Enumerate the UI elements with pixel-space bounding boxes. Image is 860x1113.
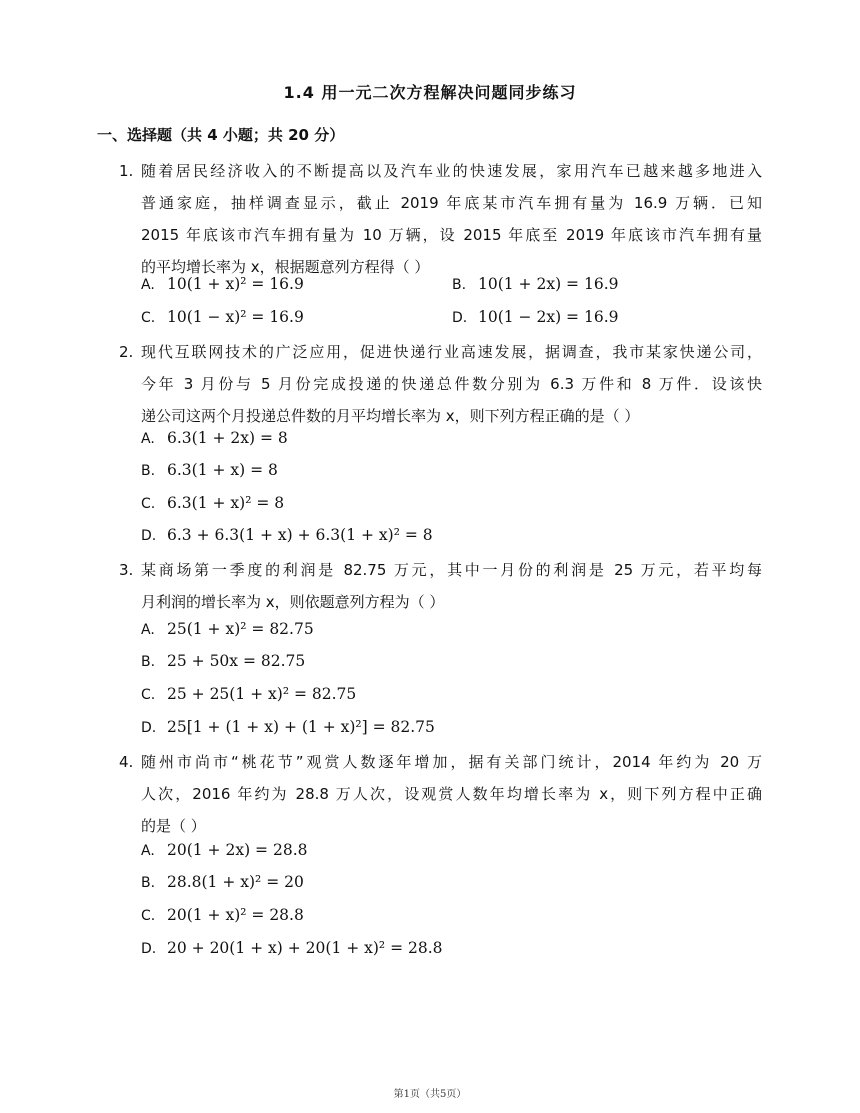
option-4a[interactable] bbox=[141, 835, 307, 865]
page-footer: 第1页（共5页） bbox=[393, 1089, 467, 1100]
option-label: B. bbox=[452, 277, 467, 293]
question-text-line: 递公司这两个月投递总件数的月平均增长率为 x，则下列方程正确的是（ ） bbox=[141, 407, 640, 425]
option-text: 10(1 + x)² = 16.9 bbox=[167, 275, 304, 293]
option-label: D. bbox=[141, 528, 157, 544]
option-3a[interactable] bbox=[141, 614, 314, 644]
question-4 bbox=[97, 746, 762, 842]
option-text: 25[1 + (1 + x) + (1 + x)²] = 82.75 bbox=[167, 718, 435, 736]
option-text: 28.8(1 + x)² = 20 bbox=[167, 873, 304, 891]
question-number: 2. bbox=[119, 343, 134, 361]
option-2a[interactable] bbox=[141, 423, 288, 453]
option-label: D. bbox=[452, 310, 468, 326]
option-text: 6.3(1 + x) = 8 bbox=[167, 461, 278, 479]
option-label: C. bbox=[141, 310, 156, 326]
question-text-line: 今年 3 月份与 5 月份完成投递的快递总件数分别为 6.3 万件和 8 万件．设该快 bbox=[141, 375, 762, 393]
option-label: D. bbox=[141, 720, 157, 736]
option-4b[interactable] bbox=[141, 867, 304, 897]
question-text-line: 普通家庭，抽样调查显示，截止 2019 年底某市汽车拥有量为 16.9 万辆．已知 bbox=[141, 194, 762, 212]
option-text: 25 + 50x = 82.75 bbox=[167, 652, 306, 670]
option-1c[interactable] bbox=[141, 302, 304, 332]
option-text: 25 + 25(1 + x)² = 82.75 bbox=[167, 685, 357, 703]
option-label: B. bbox=[141, 654, 156, 670]
question-text-line: 的是（ ） bbox=[141, 817, 206, 835]
question-text-line: 2015 年底该市汽车拥有量为 10 万辆，设 2015 年底至 2019 年底该市汽车拥有量 bbox=[141, 226, 762, 244]
question-2 bbox=[97, 336, 762, 432]
question-text-line: 月利润的增长率为 x，则依题意列方程为（ ） bbox=[141, 593, 445, 611]
option-text: 10(1 − x)² = 16.9 bbox=[167, 308, 304, 326]
option-label: A. bbox=[141, 622, 155, 638]
option-label: C. bbox=[141, 687, 156, 703]
option-1d[interactable] bbox=[452, 302, 618, 332]
option-label: A. bbox=[141, 843, 155, 859]
question-text-line: 现代互联网技术的广泛应用，促进快递行业高速发展，据调查，我市某家快递公司， bbox=[141, 343, 762, 361]
section-heading: 一、选择题（共 4 小题；共 20 分） bbox=[97, 126, 345, 144]
option-text: 10(1 − 2x) = 16.9 bbox=[478, 308, 619, 326]
option-text: 25(1 + x)² = 82.75 bbox=[167, 620, 314, 638]
option-text: 6.3 + 6.3(1 + x) + 6.3(1 + x)² = 8 bbox=[167, 526, 433, 544]
option-label: D. bbox=[141, 941, 157, 957]
question-number: 3. bbox=[119, 561, 134, 579]
option-text: 20 + 20(1 + x) + 20(1 + x)² = 28.8 bbox=[167, 939, 443, 957]
option-label: A. bbox=[141, 431, 155, 447]
option-1b[interactable] bbox=[452, 269, 618, 299]
question-number: 4. bbox=[119, 753, 134, 771]
option-label: B. bbox=[141, 463, 156, 479]
option-label: A. bbox=[141, 277, 155, 293]
option-2b[interactable] bbox=[141, 455, 278, 485]
question-text-line: 的平均增长率为 x，根据题意列方程得（ ） bbox=[141, 258, 430, 276]
option-label: C. bbox=[141, 908, 156, 924]
question-text-line: 随着居民经济收入的不断提高以及汽车业的快速发展，家用汽车已越来越多地进入 bbox=[141, 162, 762, 180]
option-4d[interactable] bbox=[141, 933, 443, 963]
option-text: 6.3(1 + 2x) = 8 bbox=[167, 429, 288, 447]
option-text: 10(1 + 2x) = 16.9 bbox=[478, 275, 619, 293]
question-3 bbox=[97, 554, 762, 618]
option-text: 6.3(1 + x)² = 8 bbox=[167, 494, 285, 512]
option-3d[interactable] bbox=[141, 712, 435, 742]
option-2d[interactable] bbox=[141, 520, 433, 550]
option-3b[interactable] bbox=[141, 646, 305, 676]
option-3c[interactable] bbox=[141, 679, 356, 709]
question-1 bbox=[97, 155, 762, 283]
question-text-line: 某商场第一季度的利润是 82.75 万元，其中一月份的利润是 25 万元，若平均每 bbox=[141, 561, 762, 579]
option-2c[interactable] bbox=[141, 488, 284, 518]
question-number: 1. bbox=[119, 162, 134, 180]
question-text-line: 随州市尚市“桃花节”观赏人数逐年增加，据有关部门统计，2014 年约为 20 万 bbox=[141, 753, 762, 771]
option-1a[interactable] bbox=[141, 269, 304, 299]
option-text: 20(1 + 2x) = 28.8 bbox=[167, 841, 308, 859]
option-label: B. bbox=[141, 875, 156, 891]
question-text-line: 人次，2016 年约为 28.8 万人次，设观赏人数年均增长率为 x，则下列方程中正确 bbox=[141, 785, 762, 803]
option-4c[interactable] bbox=[141, 900, 304, 930]
option-text: 20(1 + x)² = 28.8 bbox=[167, 906, 304, 924]
option-label: C. bbox=[141, 496, 156, 512]
page-title: 1.4 用一元二次方程解决问题同步练习 bbox=[283, 83, 577, 102]
